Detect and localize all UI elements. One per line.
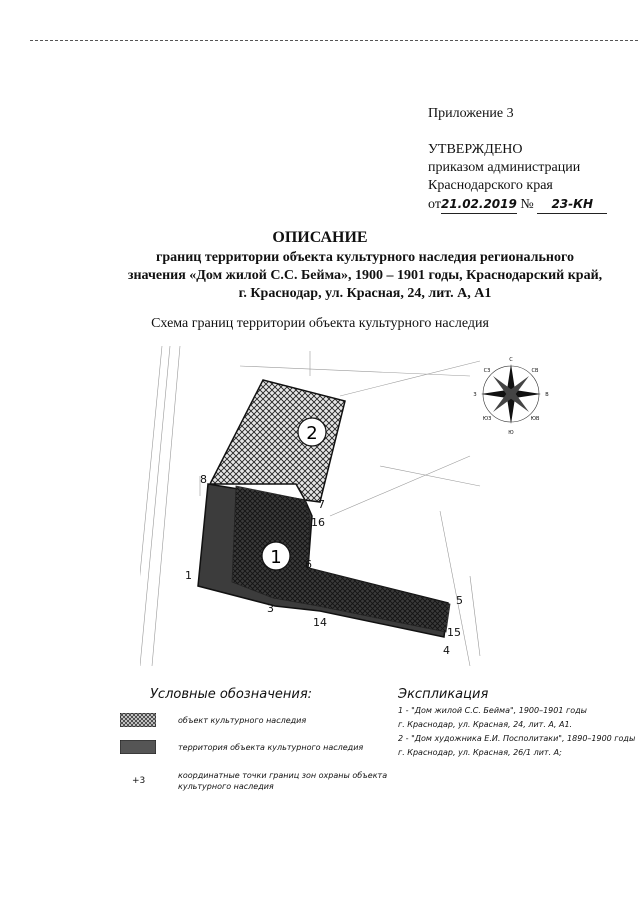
point-6: 6 (305, 558, 312, 571)
object-1-label: 1 (270, 547, 282, 568)
compass-west: З (473, 392, 477, 398)
point-5: 5 (456, 594, 463, 607)
legend-territory-label: территория объекта культурного наследия (178, 743, 364, 752)
point-3: 3 (267, 602, 274, 615)
legend-object-swatch (120, 713, 156, 727)
number-value: 23-КН (537, 195, 607, 214)
approval-block (428, 141, 607, 214)
legend-territory-swatch (120, 740, 156, 754)
point-15: 15 (447, 626, 461, 639)
order-line-2: Краснодарского края (428, 178, 553, 193)
scheme-title: Схема границ территории объекта культурного наследия (151, 316, 489, 331)
document-title: ОПИСАНИЕ (272, 229, 368, 246)
compass-ne: СВ (531, 368, 539, 374)
compass-south: Ю (508, 430, 514, 436)
explication-lines (398, 704, 635, 760)
point-14: 14 (313, 616, 327, 629)
scan-top-line (30, 40, 638, 41)
order-line-1: приказом администрации (428, 160, 581, 175)
order-date-number (428, 195, 607, 214)
explication-title: Экспликация (398, 687, 489, 702)
appendix-label: Приложение 3 (428, 106, 514, 121)
description-line-3: г. Краснодар, ул. Красная, 24, лит. А, А1 (238, 286, 492, 301)
date-value: 21.02.2019 (441, 195, 517, 214)
point-8: 8 (200, 473, 207, 486)
legend-points-line-2: культурного наследия (178, 782, 274, 791)
explication-line-4: г. Краснодар, ул. Красная, 26/1 лит. А; (398, 748, 562, 757)
compass-rose (473, 357, 549, 436)
object-2-area (210, 380, 345, 502)
description-line-1: границ территории объекта культурного наследия регионального (156, 250, 574, 265)
point-7: 7 (318, 498, 325, 511)
compass-nw: СЗ (483, 368, 491, 374)
description-line-2: значения «Дом жилой С.С. Бейма», 1900 – 1901 годы, Краснодарский край, (127, 268, 603, 283)
object-2-label: 2 (306, 423, 318, 444)
document-description (90, 249, 640, 303)
point-1: 1 (185, 569, 192, 582)
compass-east: В (545, 392, 549, 398)
legend-title: Условные обозначения: (150, 687, 313, 702)
explication-line-2: г. Краснодар, ул. Красная, 24, лит. А, А1. (398, 720, 573, 729)
date-prefix: от (428, 197, 441, 212)
legend-object-label: объект культурного наследия (178, 716, 307, 725)
point-4: 4 (443, 644, 450, 657)
point-16: 16 (311, 516, 325, 529)
number-prefix: № (520, 197, 534, 212)
explication-line-3: 2 - "Дом художника Е.И. Посполитаки", 1890–1900 годы (398, 734, 636, 743)
compass-se: ЮВ (530, 416, 540, 422)
approved-heading: УТВЕРЖДЕНО (428, 142, 523, 157)
legend-point-symbol: +3 (132, 776, 146, 786)
explication-line-1: 1 - "Дом жилой С.С. Бейма", 1900–1901 годы (398, 706, 587, 715)
boundary-map (140, 336, 620, 676)
compass-sw: ЮЗ (482, 416, 492, 422)
legend-points-label (178, 770, 387, 792)
legend-points-line-1: координатные точки границ зон охраны объекта (178, 771, 388, 780)
compass-north: С (509, 357, 513, 363)
